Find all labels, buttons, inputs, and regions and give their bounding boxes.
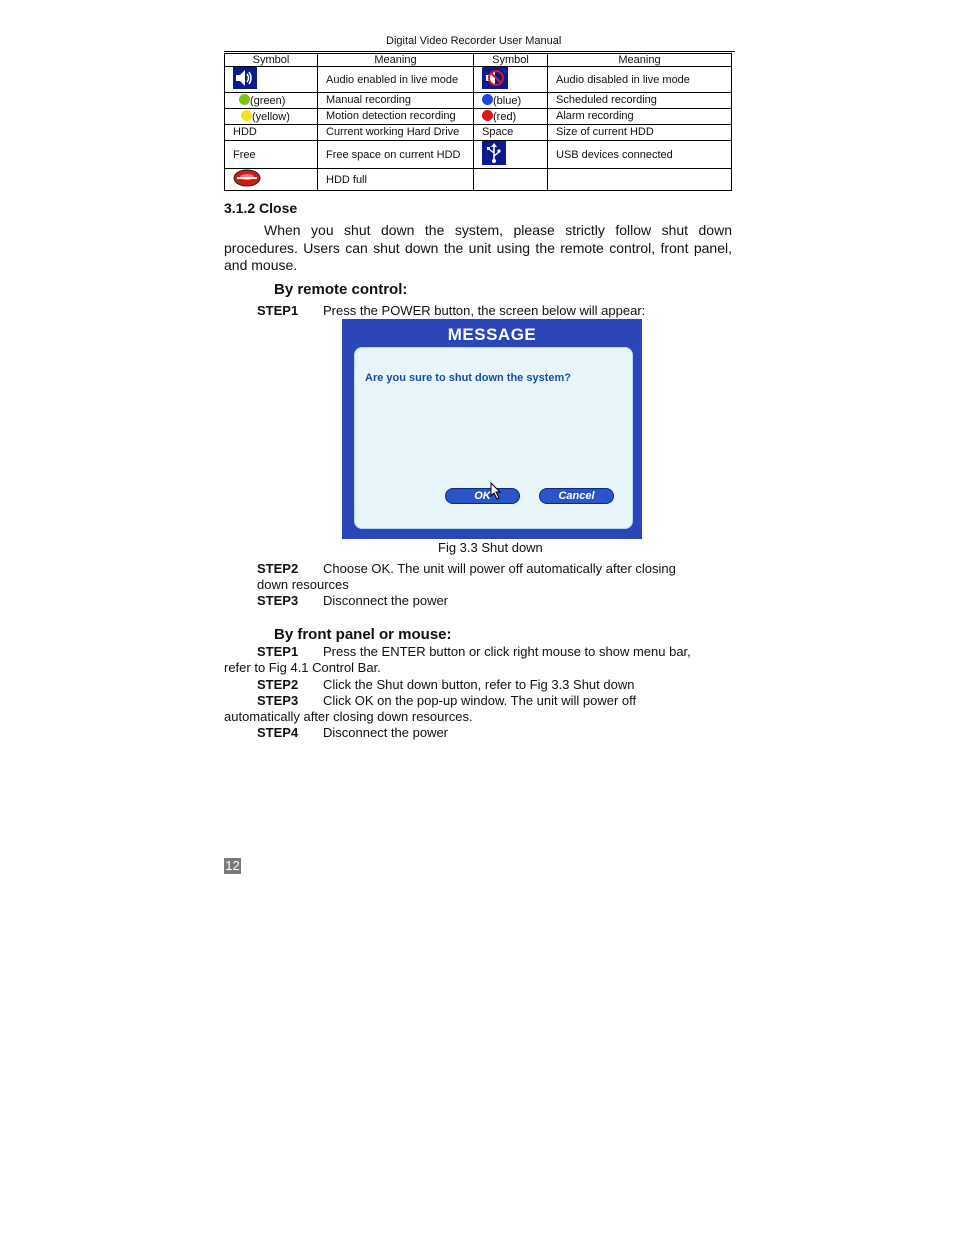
meaning-cell: Size of current HDD bbox=[548, 125, 732, 141]
page-header: Digital Video Recorder User Manual bbox=[386, 35, 562, 47]
panel-step1-cont: refer to Fig 4.1 Control Bar. bbox=[224, 660, 381, 675]
hdd-full-icon bbox=[233, 169, 261, 190]
meaning-cell: Audio enabled in live mode bbox=[318, 67, 474, 93]
speaker-icon bbox=[233, 67, 257, 92]
blue-dot-icon bbox=[482, 94, 493, 105]
header-rule bbox=[224, 51, 735, 52]
symbol-label: (yellow) bbox=[252, 110, 290, 123]
panel-step3 bbox=[257, 693, 636, 709]
dialog-title: MESSAGE bbox=[447, 325, 537, 344]
step-text: Choose OK. The unit will power off automatically after closing bbox=[323, 561, 676, 576]
shutdown-dialog bbox=[342, 319, 642, 539]
table-row bbox=[225, 169, 732, 191]
mouse-cursor-icon bbox=[490, 482, 502, 500]
intro-text: When you shut down the system, please strictly follow shut down procedures. Users can shut down the unit using the remote control, front panel, and mouse. bbox=[224, 222, 732, 273]
green-dot-icon bbox=[239, 94, 250, 105]
panel-step4 bbox=[257, 725, 448, 741]
meaning-cell: Alarm recording bbox=[548, 109, 732, 125]
step-text: Disconnect the power bbox=[323, 593, 449, 608]
step-label: STEP1 bbox=[257, 303, 299, 318]
meaning-cell: Audio disabled in live mode bbox=[548, 67, 732, 93]
column-header: Meaning bbox=[318, 54, 474, 67]
remote-heading: By remote control: bbox=[274, 281, 408, 298]
meaning-cell: Scheduled recording bbox=[548, 93, 732, 109]
table-row bbox=[225, 141, 732, 169]
meaning-cell: HDD full bbox=[318, 169, 474, 191]
panel-step3-cont: automatically after closing down resources. bbox=[224, 709, 473, 724]
empty-cell bbox=[548, 169, 732, 191]
panel-step2 bbox=[257, 677, 634, 693]
dialog-body bbox=[354, 347, 633, 529]
step-label: STEP1 bbox=[257, 644, 299, 659]
remote-step1 bbox=[257, 303, 645, 319]
table-row bbox=[225, 67, 732, 93]
step-text: Disconnect the power bbox=[323, 725, 449, 740]
cancel-button[interactable]: Cancel bbox=[539, 488, 614, 504]
remote-step3 bbox=[257, 593, 448, 609]
column-header: Symbol bbox=[225, 54, 318, 67]
table-header-row bbox=[225, 54, 732, 67]
remote-step2-cont: down resources bbox=[257, 577, 349, 592]
table-row bbox=[225, 109, 732, 125]
symbol-label: (green) bbox=[250, 94, 286, 107]
ok-button[interactable]: OK bbox=[445, 488, 520, 504]
meaning-cell: USB devices connected bbox=[548, 141, 732, 169]
meaning-cell: Manual recording bbox=[318, 93, 474, 109]
section-heading: 3.1.2 Close bbox=[224, 200, 298, 216]
speaker-muted-icon bbox=[482, 67, 508, 92]
meaning-cell: Free space on current HDD bbox=[318, 141, 474, 169]
empty-cell bbox=[474, 169, 548, 191]
column-header: Meaning bbox=[548, 54, 732, 67]
usb-icon bbox=[482, 141, 506, 168]
step-label: STEP4 bbox=[257, 725, 299, 740]
symbol-label: Free bbox=[225, 141, 318, 169]
meaning-cell: Motion detection recording bbox=[318, 109, 474, 125]
symbol-label: Space bbox=[474, 125, 548, 141]
step-label: STEP3 bbox=[257, 593, 299, 608]
step-text: Click the Shut down button, refer to Fig 3.3 Shut down bbox=[323, 677, 635, 692]
symbol-label: (red) bbox=[493, 110, 517, 123]
intro-paragraph bbox=[224, 222, 732, 275]
red-dot-icon bbox=[482, 110, 493, 121]
step-label: STEP2 bbox=[257, 561, 299, 576]
step-label: STEP2 bbox=[257, 677, 299, 692]
dialog-message: Are you sure to shut down the system? bbox=[365, 372, 571, 384]
symbol-label: (blue) bbox=[493, 94, 522, 107]
meaning-cell: Current working Hard Drive bbox=[318, 125, 474, 141]
column-header: Symbol bbox=[474, 54, 548, 67]
panel-heading: By front panel or mouse: bbox=[274, 626, 452, 643]
symbol-label: HDD bbox=[225, 125, 318, 141]
remote-step2 bbox=[257, 561, 676, 577]
table-row bbox=[225, 93, 732, 109]
step-text: Press the ENTER button or click right mouse to show menu bar, bbox=[323, 644, 691, 659]
step-text: Press the POWER button, the screen below will appear: bbox=[323, 303, 646, 318]
figure-caption: Fig 3.3 Shut down bbox=[438, 540, 543, 555]
table-row bbox=[225, 125, 732, 141]
page-number: 12 bbox=[225, 858, 240, 873]
symbol-table bbox=[224, 53, 732, 191]
step-label: STEP3 bbox=[257, 693, 299, 708]
step-text: Click OK on the pop-up window. The unit will power off bbox=[323, 693, 637, 708]
panel-step1 bbox=[257, 644, 733, 660]
yellow-dot-icon bbox=[241, 110, 252, 121]
